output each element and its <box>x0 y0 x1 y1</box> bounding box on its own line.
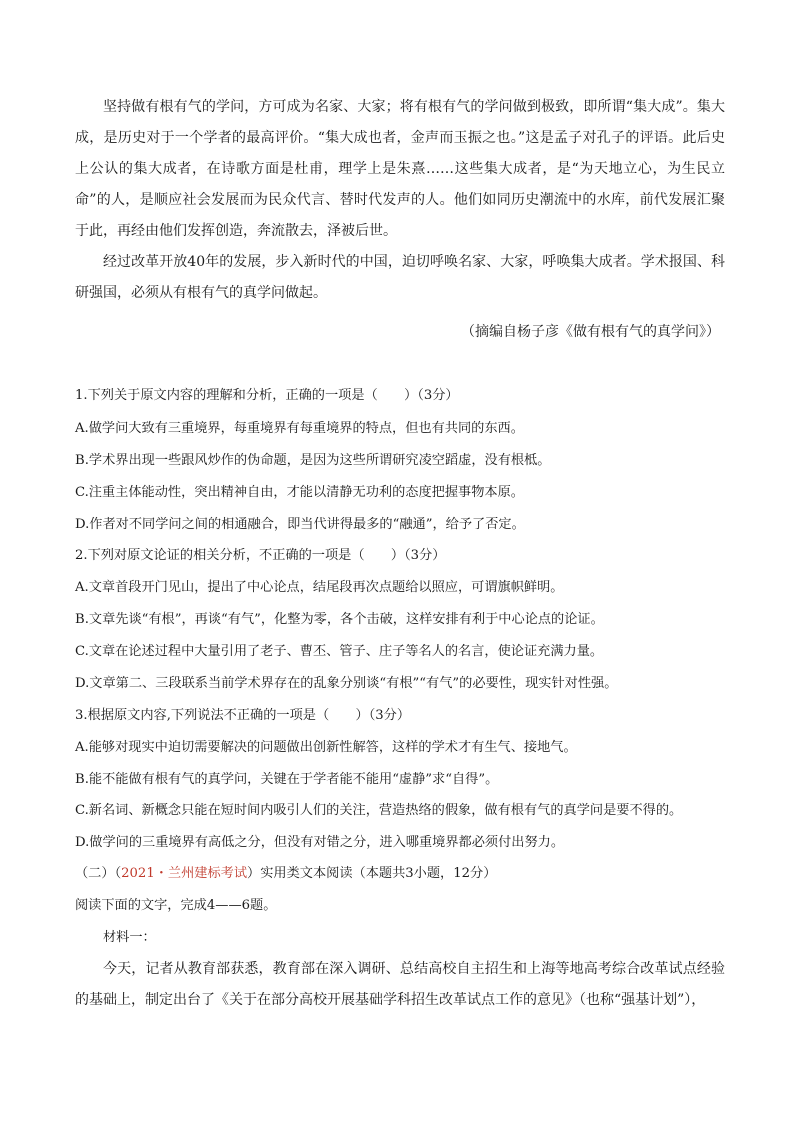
question-3-stem: 3.根据原文内容,下列说法不正确的一项是（ ）（3分） <box>75 708 411 723</box>
question-1-stem: 1.下列关于原文内容的理解和分析，正确的一项是（ ）（3分） <box>75 388 459 403</box>
question-2-stem: 2.下列对原文论证的相关分析，不正确的一项是（ ）（3分） <box>75 548 446 563</box>
section-2-prefix: （二）（ <box>75 866 122 881</box>
question-3-option-d: D.做学问的三重境界有高低之分，但没有对错之分，进入哪重境界都必须付出努力。 <box>75 835 565 850</box>
section-2-source-tag: 2021・兰州建标考试 <box>121 866 248 881</box>
section-2-heading <box>75 864 735 884</box>
question-3-option-b: B.能不能做有根有气的真学问，关键在于学者能不能用“虚静”求“自得”。 <box>75 772 499 787</box>
question-1-option-a: A.做学问大致有三重境界，每重境界有每重境界的特点，但也有共同的东西。 <box>75 421 524 436</box>
material-1-label: 材料一： <box>103 930 156 945</box>
question-3-option-a: A.能够对现实中迫切需要解决的问题做出创新性解答，这样的学术才有生气、接地气。 <box>75 740 577 755</box>
question-1-option-d: D.作者对不同学问之间的相通融合，即当代讲得最多的“融通”，给予了否定。 <box>75 517 525 532</box>
passage-source: （摘编自杨子彦《做有根有气的真学问》） <box>461 324 720 340</box>
question-1-option-c: C.注重主体能动性，突出精神自由，才能以清静无功利的态度把握事物本原。 <box>75 485 524 500</box>
question-2-option-b: B.文章先谈“有根”，再谈“有气”，化整为零，各个击破，这样安排有利于中心论点的论证。 <box>75 612 604 627</box>
question-1-option-b: B.学术界出现一些跟风炒作的伪命题，是因为这些所谓研究凌空蹈虚，没有根柢。 <box>75 453 551 468</box>
material-1-text: 今天，记者从教育部获悉，教育部在深入调研、总结高校自主招生和上海等地高考综合改革试点经验的基础上，制定出台了《关于在部分高校开展基础学科招生改革试点工作的意见》（也称“强基计划”）， <box>75 961 725 1008</box>
question-3-option-c: C.新名词、新概念只能在短时间内吸引人们的关注，营造热络的假象，做有根有气的真学问是要不得的。 <box>75 803 683 818</box>
passage-paragraph-1: 坚持做有根有气的学问，方可成为名家、大家；将有根有气的学问做到极致，即所谓“集大成”。集大成，是历史对于一个学者的最高评价。“集大成也者，金声而玉振之也。”这是孟子对孔子的评语。此后史上公认的集大成者，在诗歌方面是杜甫，理学上是朱熹……这些集大成者，是“为天地立心，为生民立命”的人，是顺应社会发展而为民众代言、替时代发声的人。他们如同历史潮流中的水库，前代发展汇聚于此，再经由他们发挥创造，奔流散去，泽被后世。 <box>75 99 725 239</box>
question-2-option-c: C.文章在论述过程中大量引用了老子、曹丕、管子、庄子等名人的名言，使论证充满力量。 <box>75 644 604 659</box>
question-2-option-a: A.文章首段开门见山，提出了中心论点，结尾段再次点题给以照应，可谓旗帜鲜明。 <box>75 580 564 595</box>
passage-paragraph-2: 经过改革开放40年的发展，步入新时代的中国，迫切呼唤名家、大家，呼唤集大成者。学术报国、科研强国，必须从有根有气的真学问做起。 <box>75 254 725 301</box>
question-2-option-d: D.文章第二、三段联系当前学术界存在的乱象分别谈“有根”“有气”的必要性，现实针对性强。 <box>75 676 618 691</box>
section-2-instruction: 阅读下面的文字，完成4——6题。 <box>75 898 277 913</box>
section-2-suffix: ）实用类文本阅读（本题共3小题，12分） <box>247 866 497 881</box>
